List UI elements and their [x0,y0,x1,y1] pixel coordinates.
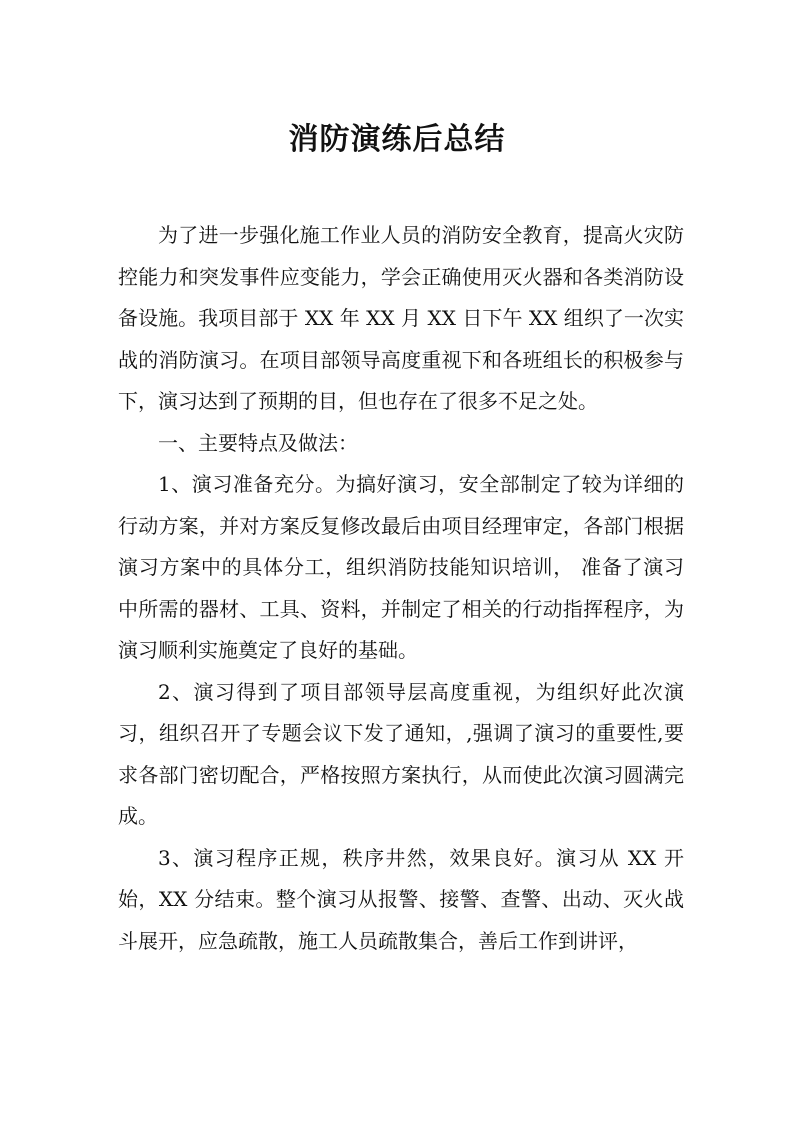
paragraph-item-1: 1、演习准备充分。为搞好演习，安全部制定了较为详细的行动方案，并对方案反复修改最后由项目经理审定，各部门根据演习方案中的具体分工，组织消防技能知识培训， 准备了演习中所需的器材、工具、资料，并制定了相关的行动指挥程序，为演习顺利实施奠定了良好的基础。 [118,472,684,662]
paragraph-section-heading: 一、主要特点及做法： [158,430,358,455]
paragraph-item-3: 3、演习程序正规，秩序井然，效果良好。演习从 XX 开始，XX 分结束。整个演习从报警、接警、查警、出动、灭火战斗展开，应急疏散，施工人员疏散集合，善后工作到讲评， [118,845,684,953]
paragraph-intro: 为了进一步强化施工作业人员的消防安全教育，提高火灾防控能力和突发事件应变能力，学会正确使用灭火器和各类消防设备设施。我项目部于 XX 年 XX 月 XX 日下午 XX 组织了一次实战的消防演习。在项目部领导高度重视下和各班组长的积极参与下，演习达到了预期的目，但也存在了很多不足之处。 [118,223,684,413]
document-body [118,215,684,962]
document-title: 消防演练后总结 [288,122,506,157]
paragraph-item-2: 2、演习得到了项目部领导层高度重视，为组织好此次演习，组织召开了专题会议下发了通知，,强调了演习的重要性,要求各部门密切配合，严格按照方案执行，从而使此次演习圆满完成。 [118,679,684,828]
